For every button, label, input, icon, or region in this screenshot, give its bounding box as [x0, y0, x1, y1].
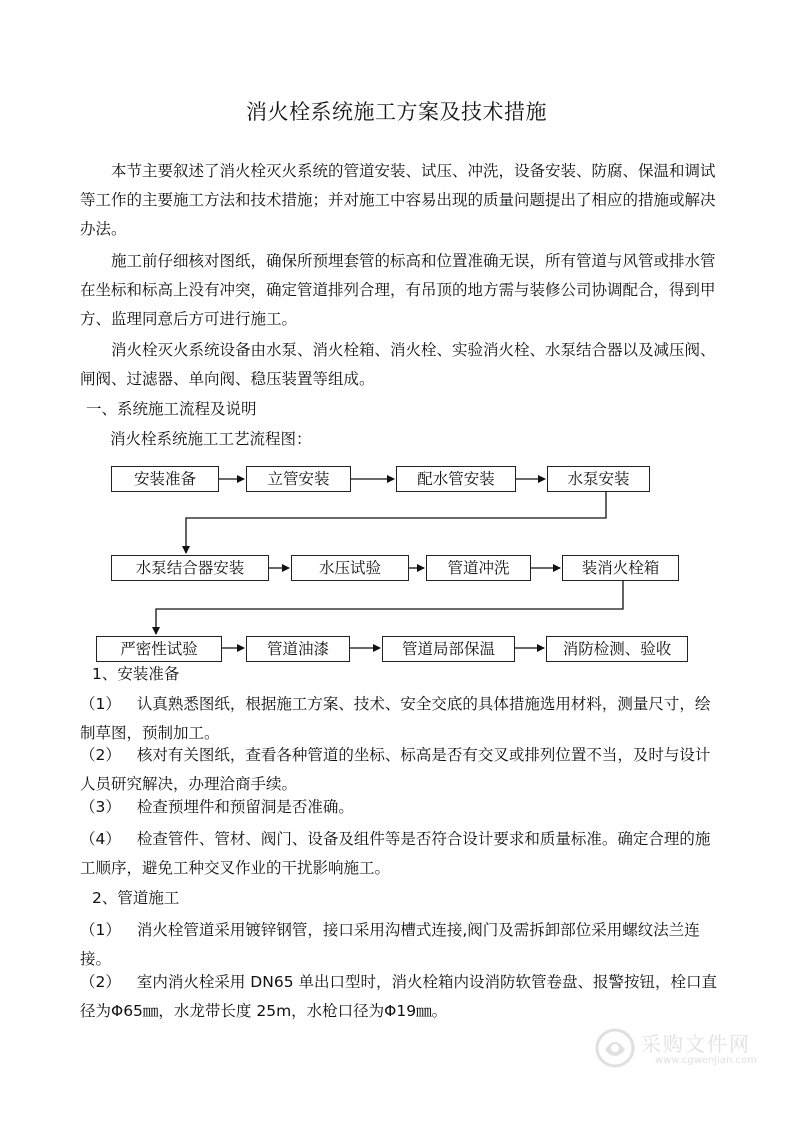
- sub-2-item-1: [80, 916, 720, 974]
- flow-step-pipe-paint: 管道油漆: [246, 636, 350, 662]
- flow-step-hydrant-box: 装消火栓箱: [562, 555, 679, 581]
- item-text: 检查预埋件和预留洞是否准确。: [136, 798, 354, 816]
- sub-1-item-1: [80, 690, 720, 748]
- watermark-logo-icon: [593, 1026, 637, 1070]
- sub-1-item-2: [80, 741, 720, 799]
- flow-step-inspection: 消防检测、验收: [546, 636, 688, 662]
- flow-step-pump-adapter: 水泵结合器安装: [111, 555, 269, 581]
- flow-step-riser-install: 立管安装: [246, 466, 351, 492]
- item-number: （2）: [80, 973, 121, 991]
- sub-2-item-2: [80, 968, 720, 1026]
- item-text: 室内消火栓采用 DN65 单出口型时，消火栓箱内设消防软管卷盘、报警按钮，栓口直径为Φ65㎜，水龙带长度 25m，水枪口径为Φ19㎜。: [80, 973, 717, 1020]
- item-number: （1）: [80, 921, 121, 939]
- item-text: 检查管件、管材、阀门、设备及组件等是否符合设计要求和质量标准。确定合理的施工顺序，避免工种交叉作业的干扰影响施工。: [80, 830, 711, 877]
- item-text: 核对有关图纸，查看各种管道的坐标、标高是否有交叉或排列位置不当，及时与设计人员研究解决，办理洽商手续。: [80, 746, 711, 793]
- sub-1-heading: 1、安装准备: [92, 665, 180, 683]
- flow-step-distribution-pipe: 配水管安装: [396, 466, 516, 492]
- intro-paragraph-1: 本节主要叙述了消火栓灭火系统的管道安装、试压、冲洗，设备安装、防腐、保温和调试等工作的主要施工方法和技术措施；并对施工中容易出现的质量问题提出了相应的措施或解决办法。: [80, 162, 716, 238]
- flow-caption: 消火栓系统施工工艺流程图：: [110, 430, 312, 448]
- intro-paragraph-3: 消火栓灭火系统设备由水泵、消火栓箱、消火栓、实验消火栓、水泵结合器以及减压阀、闸阀、过滤器、单向阀、稳压装置等组成。: [80, 341, 716, 388]
- sub-1-item-3: [80, 793, 720, 822]
- flow-step-tightness-test: 严密性试验: [96, 636, 222, 662]
- watermark-name: 采购文件网: [641, 1032, 751, 1056]
- arrow-row1-row2: [186, 491, 606, 553]
- section-1-heading: 一、系统施工流程及说明: [86, 400, 257, 418]
- flow-step-pump-install: 水泵安装: [547, 466, 650, 492]
- flow-step-install-prep: 安装准备: [111, 466, 219, 492]
- item-number: （4）: [80, 830, 121, 848]
- sub-2-heading: 2、管道施工: [92, 889, 180, 907]
- intro-paragraph-2: 施工前仔细核对图纸，确保所预埋套管的标高和位置准确无误，所有管道与风管或排水管在坐标和标高上没有冲突，确定管道排列合理，有吊顶的地方需与装修公司协调配合，得到甲方、监理同意后方可进行施工。: [80, 252, 716, 328]
- flow-step-insulation: 管道局部保温: [382, 636, 515, 662]
- item-number: （3）: [80, 798, 121, 816]
- item-number: （1）: [80, 695, 121, 713]
- item-text: 消火栓管道采用镀锌钢管，接口采用沟槽式连接,阀门及需拆卸部位采用螺纹法兰连接。: [80, 921, 700, 968]
- page-title: 消火栓系统施工方案及技术措施: [246, 100, 547, 124]
- flow-step-hydro-test: 水压试验: [291, 555, 409, 581]
- watermark-url: www.cgwenjian.com: [655, 1055, 757, 1066]
- watermark: [593, 1026, 763, 1072]
- sub-1-item-4: [80, 825, 720, 883]
- item-text: 认真熟悉图纸，根据施工方案、技术、安全交底的具体措施选用材料，测量尺寸，绘制草图，预制加工。: [80, 695, 711, 742]
- item-number: （2）: [80, 746, 121, 764]
- arrow-row2-row3: [156, 581, 623, 634]
- flow-step-pipe-flush: 管道冲洗: [426, 555, 531, 581]
